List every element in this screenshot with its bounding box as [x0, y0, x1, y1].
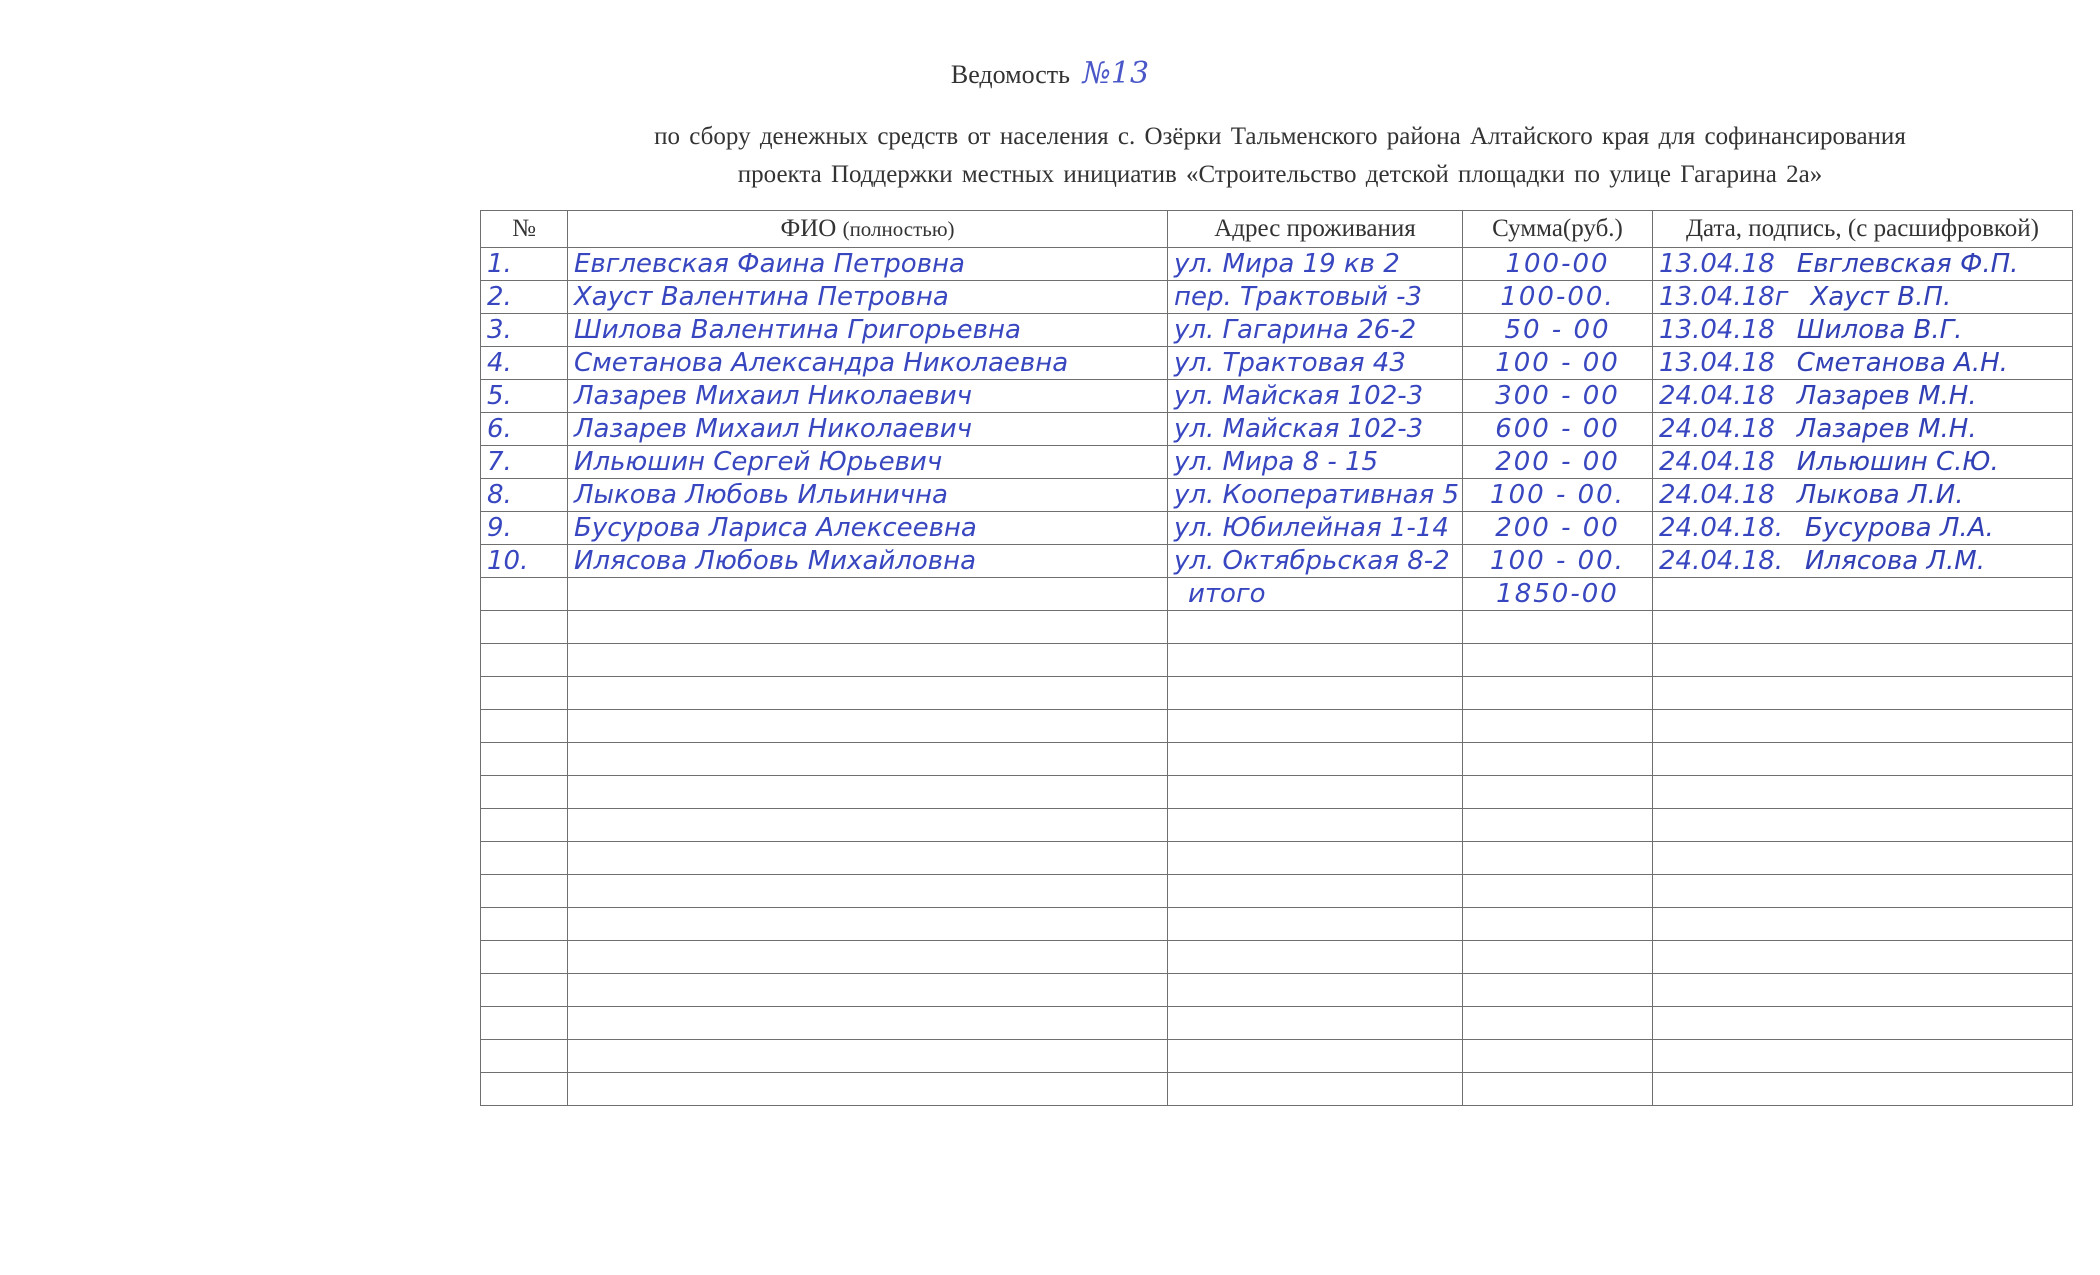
empty-row — [481, 776, 2073, 809]
table-row — [481, 281, 2073, 314]
row-date: 13.04.18г — [1659, 282, 1789, 312]
empty-cell — [1653, 1040, 2073, 1073]
empty-cell — [1463, 842, 1653, 875]
row-fio: Шилова Валентина Григорьевна — [568, 314, 1168, 347]
row-num: 9. — [481, 512, 568, 545]
row-fio: Хауст Валентина Петровна — [568, 281, 1168, 314]
header-num: № — [481, 211, 568, 248]
row-address: ул. Майская 102-3 — [1168, 380, 1463, 413]
row-date-sign — [1653, 545, 2073, 578]
total-row — [481, 578, 2073, 611]
empty-row — [481, 1007, 2073, 1040]
row-sum: 100-00 — [1463, 248, 1653, 281]
empty-cell — [1168, 1073, 1463, 1106]
header-fio-label: ФИО — [780, 215, 837, 242]
row-num: 3. — [481, 314, 568, 347]
total-fio-cell — [568, 578, 1168, 611]
total-num-cell — [481, 578, 568, 611]
empty-cell — [481, 1073, 568, 1106]
empty-cell — [1463, 1007, 1653, 1040]
empty-cell — [1653, 842, 2073, 875]
empty-cell — [481, 710, 568, 743]
table-header-row — [481, 211, 2073, 248]
empty-cell — [1653, 908, 2073, 941]
empty-cell — [1168, 941, 1463, 974]
empty-cell — [1653, 974, 2073, 1007]
row-address: ул. Кооперативная 5 — [1168, 479, 1463, 512]
empty-cell — [568, 941, 1168, 974]
document-subtitle — [520, 118, 2040, 194]
empty-cell — [1653, 710, 2073, 743]
empty-cell — [1463, 809, 1653, 842]
row-signature: Лазарев М.Н. — [1796, 381, 1977, 411]
row-num: 1. — [481, 248, 568, 281]
table-row — [481, 347, 2073, 380]
row-num: 6. — [481, 413, 568, 446]
empty-cell — [1463, 644, 1653, 677]
document-title — [0, 56, 2100, 91]
empty-cell — [481, 776, 568, 809]
empty-cell — [1463, 743, 1653, 776]
row-sum: 100 - 00. — [1463, 545, 1653, 578]
empty-cell — [568, 1040, 1168, 1073]
empty-row — [481, 842, 2073, 875]
table-row — [481, 314, 2073, 347]
row-sum: 200 - 00 — [1463, 512, 1653, 545]
row-sum: 300 - 00 — [1463, 380, 1653, 413]
row-date: 24.04.18. — [1659, 513, 1784, 543]
row-signature: Ильюшин С.Ю. — [1796, 447, 1999, 477]
empty-row — [481, 941, 2073, 974]
row-date-sign — [1653, 248, 2073, 281]
row-fio: Лыкова Любовь Ильинична — [568, 479, 1168, 512]
row-sum: 100 - 00. — [1463, 479, 1653, 512]
empty-row — [481, 743, 2073, 776]
row-signature: Хауст В.П. — [1810, 282, 1952, 312]
row-date-sign — [1653, 446, 2073, 479]
empty-cell — [481, 842, 568, 875]
empty-cell — [568, 908, 1168, 941]
empty-cell — [1168, 677, 1463, 710]
row-signature: Евглевская Ф.П. — [1796, 249, 2019, 279]
empty-cell — [568, 611, 1168, 644]
row-num: 10. — [481, 545, 568, 578]
empty-cell — [1463, 908, 1653, 941]
empty-cell — [481, 1007, 568, 1040]
row-sum: 50 - 00 — [1463, 314, 1653, 347]
empty-row — [481, 908, 2073, 941]
empty-row — [481, 1073, 2073, 1106]
empty-cell — [1168, 809, 1463, 842]
row-date: 24.04.18 — [1659, 381, 1775, 411]
table-row — [481, 512, 2073, 545]
empty-cell — [481, 1040, 568, 1073]
empty-cell — [1653, 1007, 2073, 1040]
empty-cell — [481, 677, 568, 710]
row-num: 5. — [481, 380, 568, 413]
row-fio: Илясова Любовь Михайловна — [568, 545, 1168, 578]
subtitle-line-1: по сбору денежных средств от населения с. Озёрки Тальменского района Алтайского края для софинансирования — [654, 123, 1906, 150]
empty-cell — [481, 875, 568, 908]
header-fio-note: (полностью) — [842, 217, 955, 241]
header-sum: Сумма(руб.) — [1463, 211, 1653, 248]
empty-cell — [481, 974, 568, 1007]
row-date: 13.04.18 — [1659, 348, 1775, 378]
empty-cell — [1653, 776, 2073, 809]
empty-cell — [1653, 743, 2073, 776]
empty-cell — [1168, 710, 1463, 743]
empty-cell — [481, 611, 568, 644]
empty-cell — [568, 743, 1168, 776]
row-date-sign — [1653, 479, 2073, 512]
empty-row — [481, 644, 2073, 677]
row-num: 8. — [481, 479, 568, 512]
row-address: ул. Майская 102-3 — [1168, 413, 1463, 446]
empty-cell — [568, 677, 1168, 710]
empty-cell — [1168, 1007, 1463, 1040]
empty-cell — [1168, 875, 1463, 908]
empty-cell — [568, 1073, 1168, 1106]
ledger-table — [480, 210, 2073, 1106]
empty-cell — [568, 644, 1168, 677]
row-signature: Илясова Л.М. — [1805, 546, 1985, 576]
row-signature: Сметанова А.Н. — [1796, 348, 2008, 378]
empty-cell — [481, 908, 568, 941]
row-sum: 100-00. — [1463, 281, 1653, 314]
row-fio: Сметанова Александра Николаевна — [568, 347, 1168, 380]
empty-cell — [1463, 710, 1653, 743]
header-sign: Дата, подпись, (с расшифровкой) — [1653, 211, 2073, 248]
empty-cell — [568, 875, 1168, 908]
empty-row — [481, 677, 2073, 710]
empty-row — [481, 974, 2073, 1007]
empty-cell — [1653, 809, 2073, 842]
header-fio — [568, 211, 1168, 248]
empty-row — [481, 875, 2073, 908]
row-sum: 600 - 00 — [1463, 413, 1653, 446]
empty-cell — [1653, 875, 2073, 908]
row-date-sign — [1653, 380, 2073, 413]
total-sum: 1850-00 — [1463, 578, 1653, 611]
row-fio: Лазарев Михаил Николаевич — [568, 413, 1168, 446]
row-date: 24.04.18 — [1659, 447, 1775, 477]
row-address: ул. Трактовая 43 — [1168, 347, 1463, 380]
empty-row — [481, 611, 2073, 644]
empty-cell — [568, 809, 1168, 842]
header-address: Адрес проживания — [1168, 211, 1463, 248]
row-date: 24.04.18 — [1659, 414, 1775, 444]
row-address: ул. Гагарина 26-2 — [1168, 314, 1463, 347]
empty-cell — [481, 743, 568, 776]
table-row — [481, 248, 2073, 281]
row-address: ул. Мира 19 кв 2 — [1168, 248, 1463, 281]
empty-cell — [568, 1007, 1168, 1040]
table-row — [481, 446, 2073, 479]
empty-cell — [481, 941, 568, 974]
empty-cell — [568, 710, 1168, 743]
table-row — [481, 413, 2073, 446]
row-signature: Лазарев М.Н. — [1796, 414, 1977, 444]
empty-cell — [1463, 974, 1653, 1007]
title-text: Ведомость — [950, 60, 1071, 89]
empty-cell — [568, 776, 1168, 809]
row-num: 7. — [481, 446, 568, 479]
row-signature: Лыкова Л.И. — [1796, 480, 1964, 510]
empty-cell — [1168, 1040, 1463, 1073]
empty-cell — [568, 974, 1168, 1007]
empty-cell — [1168, 974, 1463, 1007]
row-fio: Лазарев Михаил Николаевич — [568, 380, 1168, 413]
empty-cell — [1168, 611, 1463, 644]
empty-cell — [1168, 908, 1463, 941]
row-date-sign — [1653, 314, 2073, 347]
row-address: пер. Трактовый -3 — [1168, 281, 1463, 314]
table-row — [481, 479, 2073, 512]
row-sum: 200 - 00 — [1463, 446, 1653, 479]
empty-row — [481, 809, 2073, 842]
subtitle-line-2: проекта Поддержки местных инициатив «Строительство детской площадки по улице Гагарина 2а» — [737, 161, 1823, 188]
row-date: 13.04.18 — [1659, 315, 1775, 345]
empty-cell — [1463, 677, 1653, 710]
empty-row — [481, 1040, 2073, 1073]
row-address: ул. Мира 8 - 15 — [1168, 446, 1463, 479]
row-sum: 100 - 00 — [1463, 347, 1653, 380]
row-date-sign — [1653, 413, 2073, 446]
total-label: итого — [1168, 578, 1463, 611]
row-date: 24.04.18 — [1659, 480, 1775, 510]
row-address: ул. Юбилейная 1-14 — [1168, 512, 1463, 545]
empty-row — [481, 710, 2073, 743]
empty-cell — [481, 809, 568, 842]
empty-cell — [481, 644, 568, 677]
row-signature: Шилова В.Г. — [1796, 315, 1963, 345]
row-fio: Ильюшин Сергей Юрьевич — [568, 446, 1168, 479]
empty-cell — [1168, 842, 1463, 875]
table-row — [481, 380, 2073, 413]
title-number: №13 — [1082, 56, 1150, 91]
row-fio: Бусурова Лариса Алексеевна — [568, 512, 1168, 545]
row-num: 2. — [481, 281, 568, 314]
empty-cell — [1463, 611, 1653, 644]
empty-cell — [1653, 644, 2073, 677]
total-sign-cell — [1653, 578, 2073, 611]
empty-cell — [1463, 776, 1653, 809]
row-signature: Бусурова Л.А. — [1805, 513, 1994, 543]
row-date-sign — [1653, 347, 2073, 380]
empty-cell — [1168, 743, 1463, 776]
empty-cell — [1653, 677, 2073, 710]
empty-cell — [1653, 941, 2073, 974]
empty-cell — [1168, 644, 1463, 677]
empty-cell — [1463, 1040, 1653, 1073]
empty-cell — [1653, 611, 2073, 644]
row-date-sign — [1653, 281, 2073, 314]
empty-cell — [1463, 941, 1653, 974]
row-fio: Евглевская Фаина Петровна — [568, 248, 1168, 281]
row-address: ул. Октябрьская 8-2 — [1168, 545, 1463, 578]
empty-cell — [568, 842, 1168, 875]
ledger-body — [481, 248, 2073, 1106]
empty-cell — [1463, 875, 1653, 908]
empty-cell — [1168, 776, 1463, 809]
table-row — [481, 545, 2073, 578]
row-date-sign — [1653, 512, 2073, 545]
row-num: 4. — [481, 347, 568, 380]
empty-cell — [1653, 1073, 2073, 1106]
row-date: 24.04.18. — [1659, 546, 1784, 576]
row-date: 13.04.18 — [1659, 249, 1775, 279]
empty-cell — [1463, 1073, 1653, 1106]
